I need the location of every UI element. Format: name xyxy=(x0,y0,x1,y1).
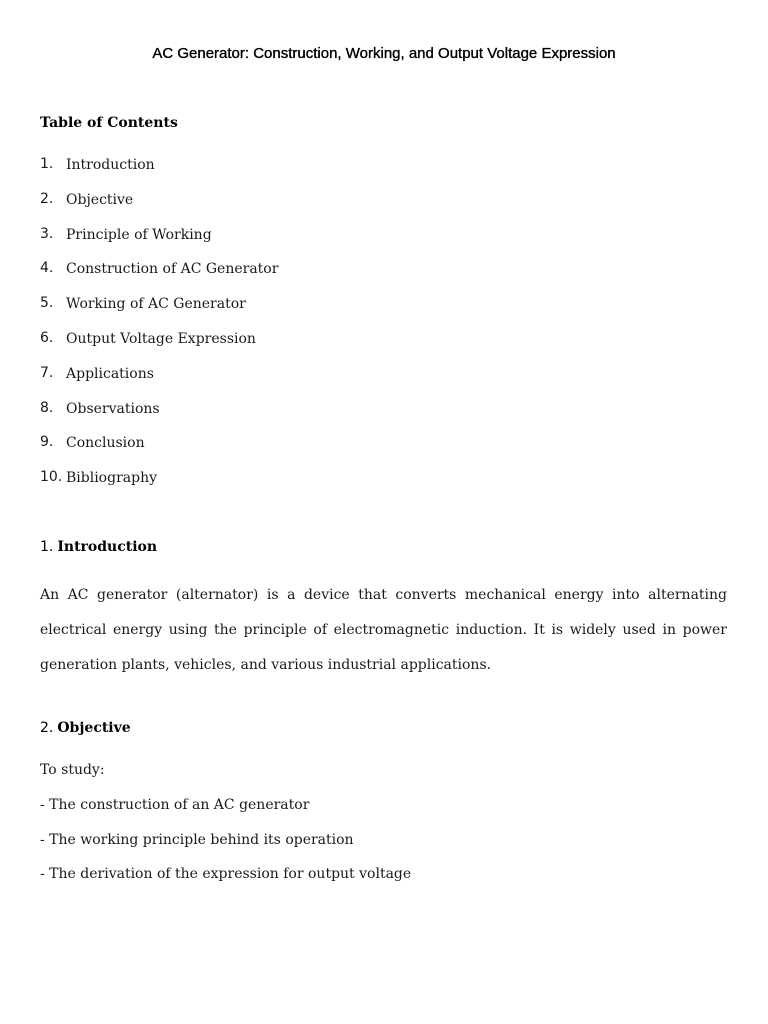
toc-item-number: 10. xyxy=(40,469,63,486)
toc-item-label: Output Voltage Expression xyxy=(66,330,256,347)
section-title: Objective xyxy=(57,720,131,736)
objective-intro-line: To study: xyxy=(40,762,105,778)
toc-item-number: 5. xyxy=(40,295,54,312)
document-title: AC Generator: Construction, Working, and Output Voltage Expression xyxy=(152,45,616,62)
toc-item-number: 1. xyxy=(40,156,54,172)
introduction-heading xyxy=(40,538,157,556)
toc-item-number: 4. xyxy=(40,260,54,277)
toc-item-label: Applications xyxy=(66,365,154,382)
toc-item-label: Construction of AC Generator xyxy=(66,261,279,278)
toc-item-label: Observations xyxy=(66,400,160,417)
objective-item: - The working principle behind its operation xyxy=(40,831,354,848)
toc-item-number: 9. xyxy=(40,434,54,451)
toc-item-label: Introduction xyxy=(66,157,155,173)
toc-item-label: Objective xyxy=(66,191,134,208)
toc-heading: Table of Contents xyxy=(40,115,178,131)
toc-item-number: 2. xyxy=(40,190,54,207)
toc-item-label: Principle of Working xyxy=(66,226,212,243)
objective-heading xyxy=(40,719,131,737)
introduction-paragraph: An AC generator (alternator) is a device that converts mechanical energy into alternating electrical energy using the principle of electromagnetic induction. It is widely used in power generation plants, vehicles, and various industrial applications. xyxy=(40,587,727,673)
objective-list xyxy=(40,761,411,900)
objective-item: - The derivation of the expression for output voltage xyxy=(40,866,412,883)
section-title: Introduction xyxy=(57,539,158,555)
toc-item-label: Working of AC Generator xyxy=(66,296,246,313)
toc-item-number: 8. xyxy=(40,399,54,416)
toc-item-number: 7. xyxy=(40,364,54,381)
toc-item-number: 6. xyxy=(40,329,54,346)
toc-item-label: Bibliography xyxy=(66,470,157,487)
objective-item: - The construction of an AC generator xyxy=(40,796,310,813)
toc-item-number: 3. xyxy=(40,225,54,242)
section-number: 2. xyxy=(40,720,54,736)
toc-item-label: Conclusion xyxy=(66,435,145,452)
section-number: 1. xyxy=(40,539,54,555)
